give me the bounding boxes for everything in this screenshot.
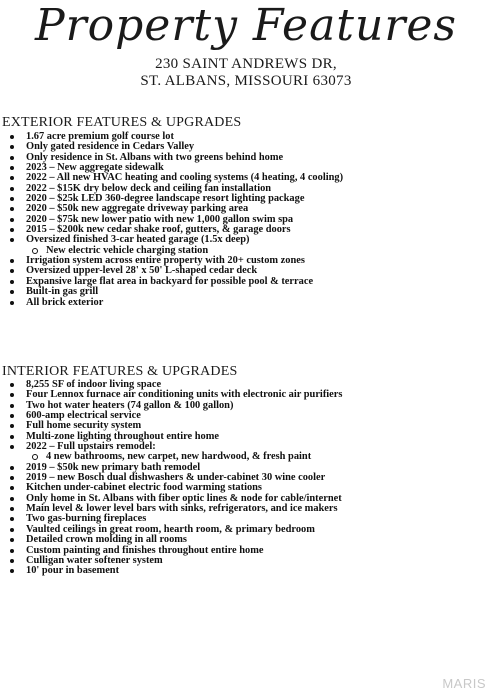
bullet-icon — [10, 476, 14, 480]
bullet-icon — [10, 445, 14, 449]
list-item-text: Vaulted ceilings in great room, hearth room, & primary bedroom — [26, 523, 315, 535]
bullet-icon — [10, 559, 14, 563]
bullet-icon — [10, 424, 14, 428]
bullet-icon — [10, 528, 14, 532]
list-item-text: Oversized finished 3-car heated garage (1.5x deep) — [26, 234, 250, 246]
list-item-text: 2022 – Full upstairs remodel: — [26, 441, 156, 453]
list-item-text: 2020 – $50k new aggregate driveway parking area — [26, 203, 249, 215]
bullet-icon — [10, 176, 14, 180]
bullet-icon — [10, 549, 14, 553]
list-item-text: Irrigation system across entire property with 20+ custom zones — [26, 255, 305, 267]
bullet-icon — [10, 187, 14, 191]
list-item — [0, 298, 492, 308]
list-item-text: 600-amp electrical service — [26, 410, 141, 422]
list-item-text: 1.67 acre premium golf course lot — [26, 131, 174, 142]
list-item-text: 2019 – $50k new primary bath remodel — [26, 461, 201, 473]
bullet-icon — [10, 486, 14, 490]
list-item-text: Oversized upper-level 28' x 50' L-shaped cedar deck — [26, 265, 258, 277]
list-item-text: Full home security system — [26, 420, 142, 432]
list-item-text: Kitchen under-cabinet electric food warming stations — [26, 482, 262, 494]
list-item-text: Expansive large flat area in backyard for possible pool & terrace — [26, 275, 314, 287]
bullet-icon — [10, 393, 14, 397]
list-item-text: Multi-zone lighting throughout entire home — [26, 430, 219, 442]
list-item-text: New electric vehicle charging station — [46, 244, 209, 256]
bullet-icon — [10, 404, 14, 408]
bullet-icon — [10, 301, 14, 305]
exterior-heading: EXTERIOR FEATURES & UPGRADES — [2, 115, 242, 130]
list-item-text: 2019 – new Bosch dual dishwashers & under-cabinet 30 wine cooler — [26, 472, 326, 484]
bullet-icon — [10, 383, 14, 387]
bullet-icon — [10, 497, 14, 501]
list-item-text: Two gas-burning fireplaces — [26, 513, 147, 525]
list-item-text: Detailed crown molding in all rooms — [26, 534, 187, 546]
page-title: Property Features — [35, 0, 457, 51]
list-item-text: 2020 – $25k LED 360-degree landscape resort lighting package — [26, 193, 305, 205]
list-item-text: 2023 – New aggregate sidewalk — [26, 162, 164, 174]
bullet-icon — [10, 290, 14, 294]
mls-watermark-logo: MARIS — [442, 676, 486, 691]
exterior-features-list — [0, 132, 492, 308]
bullet-icon — [10, 414, 14, 418]
list-item-text: 4 new bathrooms, new carpet, new hardwood, & fresh paint — [46, 451, 312, 463]
list-item-text: 8,255 SF of indoor living space — [26, 379, 162, 390]
list-item-text: Two hot water heaters (74 gallon & 100 gallon) — [26, 399, 234, 411]
list-item-text: Only gated residence in Cedars Valley — [26, 141, 195, 153]
list-item-text: 2022 – All new HVAC heating and cooling systems (4 heating, 4 cooling) — [26, 172, 344, 184]
bullet-icon — [10, 207, 14, 211]
bullet-icon — [10, 238, 14, 242]
hollow-bullet-icon — [32, 248, 38, 254]
bullet-icon — [10, 466, 14, 470]
bullet-icon — [10, 280, 14, 284]
bullet-icon — [10, 259, 14, 263]
bullet-icon — [10, 435, 14, 439]
bullet-icon — [10, 135, 14, 139]
bullet-icon — [10, 517, 14, 521]
list-item-text: Four Lennox furnace air conditioning units with electronic air purifiers — [26, 389, 343, 401]
interior-heading: INTERIOR FEATURES & UPGRADES — [2, 364, 238, 379]
list-item-text: All brick exterior — [26, 296, 104, 308]
bullet-icon — [10, 228, 14, 232]
list-item-text: Built-in gas grill — [26, 286, 99, 298]
list-item-text: Custom painting and finishes throughout entire home — [26, 544, 264, 556]
bullet-icon — [10, 507, 14, 511]
list-item-text: 2020 – $75k new lower patio with new 1,000 gallon swim spa — [26, 213, 294, 225]
list-item-text: Main level & lower level bars with sinks, refrigerators, and ice makers — [26, 503, 338, 515]
bullet-icon — [10, 156, 14, 160]
address-line-1: 230 SAINT ANDREWS DR, — [155, 56, 337, 72]
bullet-icon — [10, 269, 14, 273]
bullet-icon — [10, 218, 14, 222]
list-item-text: Only residence in St. Albans with two greens behind home — [26, 151, 284, 163]
list-item-text: Culligan water softener system — [26, 554, 163, 566]
bullet-icon — [10, 538, 14, 542]
list-item-text: 10' pour in basement — [26, 565, 120, 577]
list-item — [0, 566, 492, 576]
bullet-icon — [10, 569, 14, 573]
bullet-icon — [10, 145, 14, 149]
list-item-text: Only home in St. Albans with fiber optic lines & node for cable/internet — [26, 492, 342, 504]
list-item-text: 2022 – $15K dry below deck and ceiling fan installation — [26, 182, 272, 194]
hollow-bullet-icon — [32, 454, 38, 460]
address-line-2: ST. ALBANS, MISSOURI 63073 — [140, 73, 352, 89]
interior-features-list — [0, 380, 492, 577]
list-item-text: 2015 – $200k new cedar shake roof, gutters, & garage doors — [26, 224, 291, 236]
bullet-icon — [10, 166, 14, 170]
bullet-icon — [10, 197, 14, 201]
